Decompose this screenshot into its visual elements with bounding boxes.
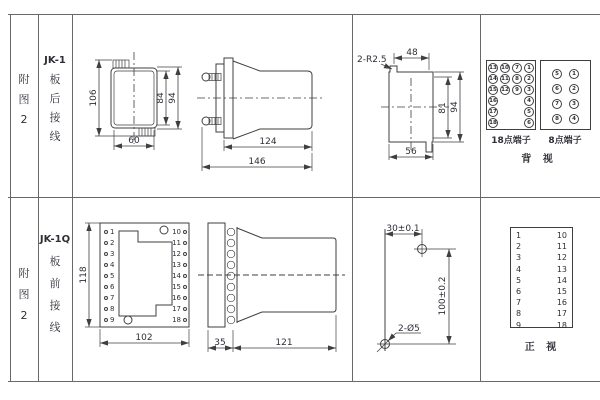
terminal-11: 11 xyxy=(501,76,509,82)
terminal-dot xyxy=(183,252,187,256)
terminal-dot xyxy=(183,230,187,234)
wiring-char: 接 xyxy=(49,299,61,312)
table-cell: 4 xyxy=(516,264,522,274)
table-col-10-18 xyxy=(551,230,567,331)
terminal-number: 6 xyxy=(110,283,115,291)
terminal-6: 6 xyxy=(552,84,562,94)
caption-8-point: 8点端子 xyxy=(548,136,582,146)
bottom-mount-tab xyxy=(139,128,155,136)
terminal-13: 13 xyxy=(489,65,497,71)
table-cell: 1 xyxy=(516,231,522,240)
rear-terminal-18-box xyxy=(486,60,536,130)
terminal-bolt xyxy=(227,250,235,258)
wiring-char: 线 xyxy=(49,130,61,143)
terminal-dot xyxy=(183,241,187,245)
terminal-number: 14 xyxy=(172,272,181,280)
terminal-number: 12 xyxy=(172,250,181,258)
rear-view-label: 背 视 xyxy=(521,154,557,165)
dim-60: 60 xyxy=(128,136,140,146)
terminal-dot xyxy=(183,307,187,311)
terminal-dot xyxy=(183,274,187,278)
fig-char: 图 xyxy=(18,288,30,301)
wiring-char: 前 xyxy=(49,277,61,290)
terminal-bolt xyxy=(227,283,235,291)
terminal-dot xyxy=(104,318,108,322)
table-cell: 3 xyxy=(516,253,522,263)
panel-cutout-drawing xyxy=(357,48,464,160)
jk1q-side-view-drawing xyxy=(198,223,345,352)
dim-35: 35 xyxy=(214,338,226,348)
dim-84: 84 xyxy=(156,92,166,104)
front-view-label: 正 视 xyxy=(524,342,561,353)
terminal-5: 5 xyxy=(552,69,562,79)
table-cell: 7 xyxy=(516,298,522,308)
terminal-number: 15 xyxy=(172,283,181,291)
terminal-dot xyxy=(183,318,187,322)
dim-100: 100±0.2 xyxy=(438,276,448,316)
terminal-3: 3 xyxy=(524,85,534,95)
jk1-side-view-drawing xyxy=(197,58,322,171)
terminal-number: 1 xyxy=(110,228,115,236)
model-name: JK-1Q xyxy=(39,234,71,245)
dim-124: 124 xyxy=(259,137,277,147)
table-cell: 18 xyxy=(556,320,567,330)
terminal-1: 1 xyxy=(569,69,579,79)
terminal-dot xyxy=(104,241,108,245)
table-cell: 12 xyxy=(556,253,567,263)
table-cell: 17 xyxy=(556,309,567,319)
jk1q-terminal-labels xyxy=(100,223,189,327)
table-cell: 10 xyxy=(556,231,567,240)
terminal-15: 15 xyxy=(489,87,497,93)
jk1-front-view-drawing xyxy=(89,52,182,150)
terminal-bolt xyxy=(227,272,235,280)
dim-81: 81 xyxy=(438,102,448,114)
terminal-number: 18 xyxy=(172,316,181,324)
relay-body xyxy=(233,61,312,139)
dim-48: 48 xyxy=(406,48,418,58)
terminal-4: 4 xyxy=(569,114,579,124)
terminal-number: 13 xyxy=(172,261,181,269)
terminal-17: 17 xyxy=(489,109,497,115)
dim-121: 121 xyxy=(275,338,293,348)
terminal-bolt xyxy=(227,239,235,247)
table-cell: 14 xyxy=(556,275,567,285)
terminal-18: 18 xyxy=(489,120,497,126)
terminal-number: 7 xyxy=(110,294,115,302)
table-cell: 13 xyxy=(556,264,567,274)
terminal-dot xyxy=(104,252,108,256)
terminal-dot xyxy=(104,296,108,300)
terminal-number: 4 xyxy=(110,261,115,269)
terminal-dot xyxy=(104,263,108,267)
relay-body xyxy=(237,228,336,322)
dim-102: 102 xyxy=(135,333,153,343)
dim-118: 118 xyxy=(79,266,89,284)
terminal-6: 6 xyxy=(524,118,534,128)
fig-char: 图 xyxy=(18,93,30,106)
label-hole-size: 2-Ø5 xyxy=(398,324,420,334)
terminal-number: 5 xyxy=(110,272,115,280)
terminal-number: 17 xyxy=(172,305,181,313)
terminal-3: 3 xyxy=(569,99,579,109)
dim-56: 56 xyxy=(405,147,417,157)
terminal-9: 9 xyxy=(512,85,522,95)
dim-106: 106 xyxy=(89,89,99,107)
terminal-dot xyxy=(183,263,187,267)
model-name: JK-1 xyxy=(44,55,66,66)
table-cell: 11 xyxy=(556,242,567,252)
wiring-char: 接 xyxy=(49,111,61,124)
terminal-5: 5 xyxy=(524,107,534,117)
dim-146: 146 xyxy=(248,157,266,167)
fig-char: 附 xyxy=(18,267,30,280)
terminal-bolt xyxy=(227,305,235,313)
terminal-number: 8 xyxy=(110,305,115,313)
table-cell: 9 xyxy=(516,320,522,330)
terminal-2: 2 xyxy=(569,84,579,94)
terminal-12: 12 xyxy=(501,87,509,93)
table-cell: 8 xyxy=(516,309,522,319)
terminal-1: 1 xyxy=(524,63,534,73)
terminal-dot xyxy=(104,285,108,289)
terminal-dot xyxy=(104,274,108,278)
terminal-2: 2 xyxy=(524,74,534,84)
terminal-14: 14 xyxy=(489,76,497,82)
terminal-4: 4 xyxy=(524,96,534,106)
table-cell: 5 xyxy=(516,275,522,285)
terminal-8: 8 xyxy=(512,74,522,84)
wiring-char: 线 xyxy=(49,321,61,334)
table-cell: 15 xyxy=(556,286,567,296)
table-cell: 6 xyxy=(516,286,522,296)
rear-terminal-8-box xyxy=(540,60,591,130)
fig-char: 附 xyxy=(18,73,30,86)
terminal-number: 3 xyxy=(110,250,115,258)
fig-char: 2 xyxy=(20,113,28,126)
terminal-number: 2 xyxy=(110,239,115,247)
terminal-16: 16 xyxy=(489,98,497,104)
dim-30: 30±0.1 xyxy=(386,224,420,234)
terminal-bolt xyxy=(227,261,235,269)
terminal-bolt xyxy=(227,228,235,236)
table-cell: 16 xyxy=(556,298,567,308)
terminal-number: 9 xyxy=(110,316,115,324)
terminal-number: 10 xyxy=(172,228,181,236)
dim-94: 94 xyxy=(168,92,178,104)
terminal-dot xyxy=(104,307,108,311)
terminal-7: 7 xyxy=(512,63,522,73)
fig-char: 2 xyxy=(20,309,28,322)
caption-18-point: 18点端子 xyxy=(491,136,531,146)
terminal-10: 10 xyxy=(501,65,509,71)
terminal-dot xyxy=(104,230,108,234)
top-mount-tab xyxy=(113,60,129,68)
terminal-7: 7 xyxy=(552,99,562,109)
wiring-char: 板 xyxy=(49,73,61,86)
terminal-8: 8 xyxy=(552,114,562,124)
terminal-bolt xyxy=(227,294,235,302)
dim-94b: 94 xyxy=(450,101,460,113)
wiring-char: 板 xyxy=(49,255,61,268)
drill-plan-drawing xyxy=(377,224,456,352)
table-col-1-9 xyxy=(516,230,521,331)
terminal-number: 16 xyxy=(172,294,181,302)
wiring-char: 后 xyxy=(49,92,61,105)
terminal-number: 11 xyxy=(172,239,181,247)
terminal-dot xyxy=(183,285,187,289)
table-cell: 2 xyxy=(516,242,522,252)
terminal-dot xyxy=(183,296,187,300)
terminal-bolt xyxy=(227,316,235,324)
label-corner-radius: 2-R2.5 xyxy=(357,55,387,65)
front-view-terminal-table xyxy=(510,227,573,328)
